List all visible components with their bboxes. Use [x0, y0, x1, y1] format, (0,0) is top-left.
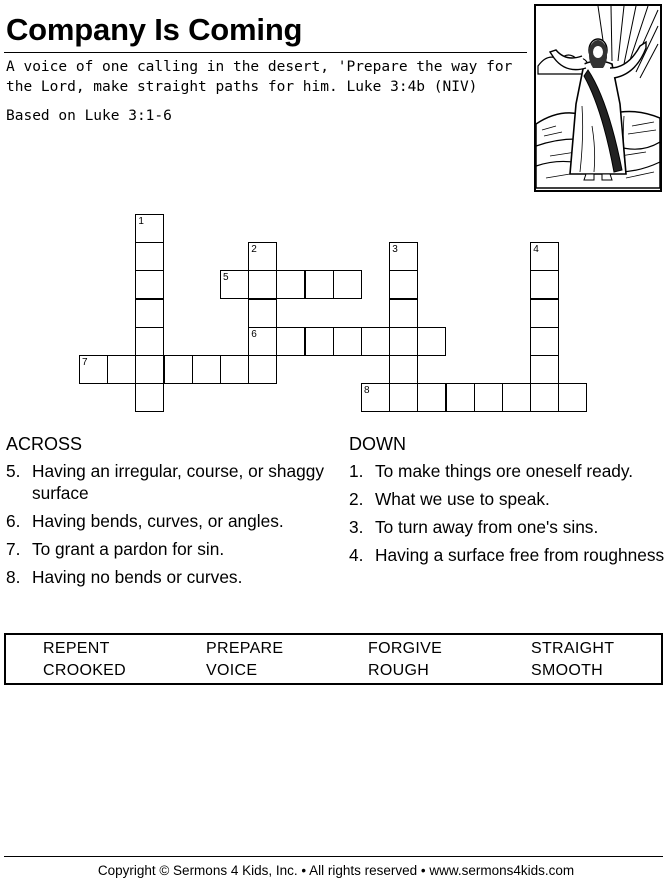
crossword-number: 2 — [251, 244, 257, 256]
crossword-cell[interactable] — [135, 299, 164, 328]
word-bank-item: SMOOTH — [531, 662, 604, 679]
word-bank-item: STRAIGHT — [531, 640, 615, 657]
verse-text: A voice of one calling in the desert, 'Prepare the way for the Lord, make straight paths for him. Luke 3:4b (NIV) — [6, 59, 513, 95]
crossword-number: 8 — [364, 385, 370, 397]
crossword-grid — [0, 0, 672, 420]
down-clues — [349, 433, 669, 572]
crossword-cell[interactable] — [107, 355, 136, 384]
crossword-number: 7 — [82, 357, 88, 368]
clue-number: 4. — [349, 545, 364, 565]
based-on-text: Based on Luke 3:1-6 — [6, 108, 172, 124]
clue-number: 5. — [6, 461, 21, 481]
crossword-number: 6 — [251, 328, 257, 340]
clue-number: 2. — [349, 489, 364, 509]
crossword-number: 5 — [223, 272, 229, 284]
clue-number: 1. — [349, 461, 364, 481]
word-bank-item: REPENT — [43, 640, 110, 657]
word-bank-item: CROOKED — [43, 662, 126, 679]
crossword-cell[interactable] — [389, 270, 418, 299]
crossword-cell[interactable] — [417, 327, 446, 356]
across-clues — [6, 433, 326, 594]
crossword-number: 4 — [533, 244, 539, 256]
clue-text: To turn away from one's sins. — [375, 517, 599, 537]
crossword-cell[interactable] — [135, 242, 164, 271]
crossword-cell[interactable] — [248, 355, 277, 384]
crossword-cell[interactable] — [276, 327, 305, 356]
clue-text: Having bends, curves, or angles. — [32, 511, 284, 531]
crossword-cell[interactable] — [502, 383, 531, 412]
crossword-cell[interactable] — [474, 383, 503, 412]
footer-copyright: Copyright © Sermons 4 Kids, Inc. • All rights reserved • www.sermons4kids.com — [97, 863, 575, 878]
crossword-cell[interactable] — [333, 270, 362, 299]
crossword-cell[interactable] — [530, 299, 559, 328]
crossword-cell[interactable] — [530, 355, 559, 384]
crossword-cell[interactable] — [135, 327, 164, 356]
word-bank-item: VOICE — [206, 662, 258, 679]
clue-number: 6. — [6, 511, 21, 531]
crossword-cell[interactable] — [276, 270, 305, 299]
crossword-number: 1 — [138, 216, 144, 227]
clue-text: Having no bends or curves. — [32, 567, 243, 587]
crossword-cell[interactable] — [530, 383, 559, 412]
across-clue — [6, 538, 326, 560]
crossword-cell[interactable] — [248, 299, 277, 328]
crossword-cell[interactable] — [530, 327, 559, 356]
crossword-cell[interactable] — [558, 383, 587, 412]
crossword-cell[interactable] — [389, 383, 418, 412]
crossword-cell[interactable] — [389, 299, 418, 328]
crossword-cell[interactable] — [164, 355, 193, 384]
crossword-cell[interactable] — [135, 270, 164, 299]
crossword-cell[interactable] — [417, 383, 446, 412]
crossword-cell[interactable] — [389, 327, 418, 356]
crossword-cell[interactable] — [530, 270, 559, 299]
page-title: Company Is Coming — [6, 12, 303, 47]
down-clue — [349, 516, 669, 538]
crossword-cell[interactable] — [305, 327, 334, 356]
clue-text: Having an irregular, course, or shaggy surface — [32, 461, 325, 503]
across-heading: ACROSS — [6, 434, 83, 454]
clue-text: What we use to speak. — [375, 489, 550, 509]
crossword-cell[interactable] — [135, 355, 164, 384]
clue-number: 7. — [6, 539, 21, 559]
down-clue — [349, 488, 669, 510]
crossword-cell[interactable] — [220, 355, 249, 384]
word-bank-item: FORGIVE — [368, 640, 443, 657]
clue-text: Having a surface free from roughness — [375, 545, 665, 565]
across-clue — [6, 566, 326, 588]
crossword-cell[interactable] — [361, 327, 390, 356]
clue-number: 3. — [349, 517, 364, 537]
crossword-cell[interactable] — [389, 355, 418, 384]
clue-number: 8. — [6, 567, 21, 587]
down-clue — [349, 460, 669, 482]
crossword-cell[interactable] — [192, 355, 221, 384]
word-bank-item: PREPARE — [206, 640, 284, 657]
clue-text: To grant a pardon for sin. — [32, 539, 225, 559]
crossword-cell[interactable] — [446, 383, 475, 412]
crossword-cell[interactable] — [333, 327, 362, 356]
word-bank-item: ROUGH — [368, 662, 430, 679]
crossword-number: 3 — [392, 244, 398, 256]
down-heading: DOWN — [349, 434, 406, 454]
crossword-cell[interactable] — [135, 383, 164, 412]
down-clue — [349, 544, 669, 566]
crossword-cell[interactable] — [305, 270, 334, 299]
footer-divider — [4, 856, 663, 857]
clue-text: To make things ore oneself ready. — [375, 461, 634, 481]
word-bank — [4, 633, 663, 685]
crossword-cell[interactable] — [248, 270, 277, 299]
across-clue — [6, 510, 326, 532]
across-clue — [6, 460, 326, 504]
